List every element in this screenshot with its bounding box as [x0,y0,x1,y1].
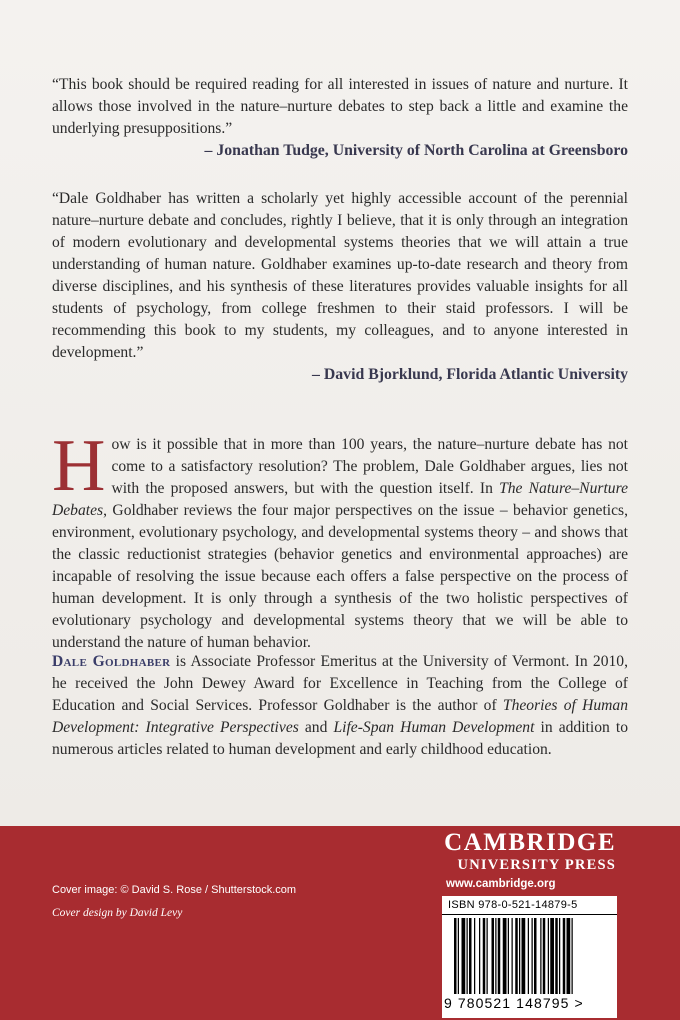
description-part1: ow is it possible that in more than 100 years, the nature–nurture debate has not come to a satisfactory resolution? The problem, Dale Goldhaber argues, lies not with the proposed answers, but with the question itself. In [111,436,628,497]
barcode-bar [458,918,459,994]
review-quote-1 [52,74,628,162]
bio-book1: Theories of Human Development: Integrative Perspectives [52,697,629,736]
book-description [52,425,628,654]
barcode-bar [555,918,558,994]
barcode-bar [512,918,513,994]
barcode-bar [559,918,560,994]
publisher-logo-subname: UNIVERSITY PRESS [457,857,616,873]
bio-part1: is Associate Professor Emeritus at the University of Vermont. In 2010, he received the John Dewey Award for Excellence in Teaching from the College of Education and Social Services. Professor Goldhaber is the author of [52,653,629,714]
barcode-bar [522,918,526,994]
barcode-digits: 9 780521 148795 > [444,995,584,1011]
barcode-bar [563,918,566,994]
barcode-bar [495,918,496,994]
barcode-bar [498,918,501,994]
barcode-bar [550,918,554,994]
publisher-url[interactable]: www.cambridge.org [446,878,556,890]
barcode-bar [508,918,509,994]
barcode-bar [532,918,533,994]
barcode-bar [474,918,475,994]
book-title: The Nature–Nurture Debates [52,480,628,519]
barcode-bar [492,918,495,994]
barcode-bar [540,918,541,994]
barcode-bar [567,918,571,994]
quote-attribution: – David Bjorklund, Florida Atlantic University [312,366,628,383]
barcode-bar [479,918,480,994]
bio-and: and [298,719,334,736]
bio-part2: in addition to numerous articles related to human development and early childhood education. [52,719,628,758]
barcode-bar [487,918,488,994]
author-bio [52,651,628,761]
barcode-icon [454,918,606,998]
description-part2: , Goldhaber reviews the four major perspectives on the issue – behavior genetics, environment, evolutionary psychology, and developmental systems theory – and shows that the classic reductionist strategies (behavior genetics and environmental approaches) are incapable of resolving the issue because each offers a false perspective on the process of human development. It is only through a synthesis of the two holistic perspectives of evolutionary psychology and developmental systems theory that we will be able to understand the nature of human behavior. [52,502,628,651]
barcode-bar [548,918,549,994]
barcode-bar [515,918,518,994]
barcode-bar [519,918,520,994]
author-name: Dale Goldhaber [52,653,171,670]
barcode-bar [503,918,507,994]
review-quote-2 [52,188,628,386]
barcode-bar [469,918,472,994]
barcode-bar [572,918,573,994]
barcode-bar [543,918,546,994]
barcode-bar [454,918,457,994]
quote-attribution: – Jonathan Tudge, University of North Carolina at Greensboro [204,142,628,159]
cover-design-credit: Cover design by David Levy [52,907,183,919]
publisher-logo-name: CAMBRIDGE [444,829,616,856]
barcode-bar [534,918,537,994]
cover-image-credit: Cover image: © David S. Rose / Shutterstock.com [52,884,297,896]
quote-text: “Dale Goldhaber has written a scholarly yet highly accessible account of the perennial nature–nurture debate and concludes, rightly I believe, that it is only through an integration of modern evolutionary and developmental systems theories that we will attain a true understanding of human nature. Goldhaber examines up-to-date research and theory from diverse disciplines, and his synthesis of these literatures provides valuable insights for all students of psychology, from college freshmen to their staid professors. I will be recommending this book to my students, my colleagues, and to anyone interested in development.” [52,190,628,361]
isbn-divider [442,914,617,915]
barcode-bar [467,918,468,994]
barcode-bar [528,918,529,994]
barcode-bar [483,918,486,994]
isbn-label: ISBN 978-0-521-14879-5 [448,899,578,911]
barcode-bar [462,918,466,994]
bio-book2: Life-Span Human Development [333,719,535,736]
drop-cap: H [52,425,106,507]
isbn-barcode-box [442,896,617,1018]
quote-text: “This book should be required reading for all interested in issues of nature and nurture. It allows those involved in the nature–nurture debates to step back a little and examine the underlying presuppositions.” [52,76,628,137]
